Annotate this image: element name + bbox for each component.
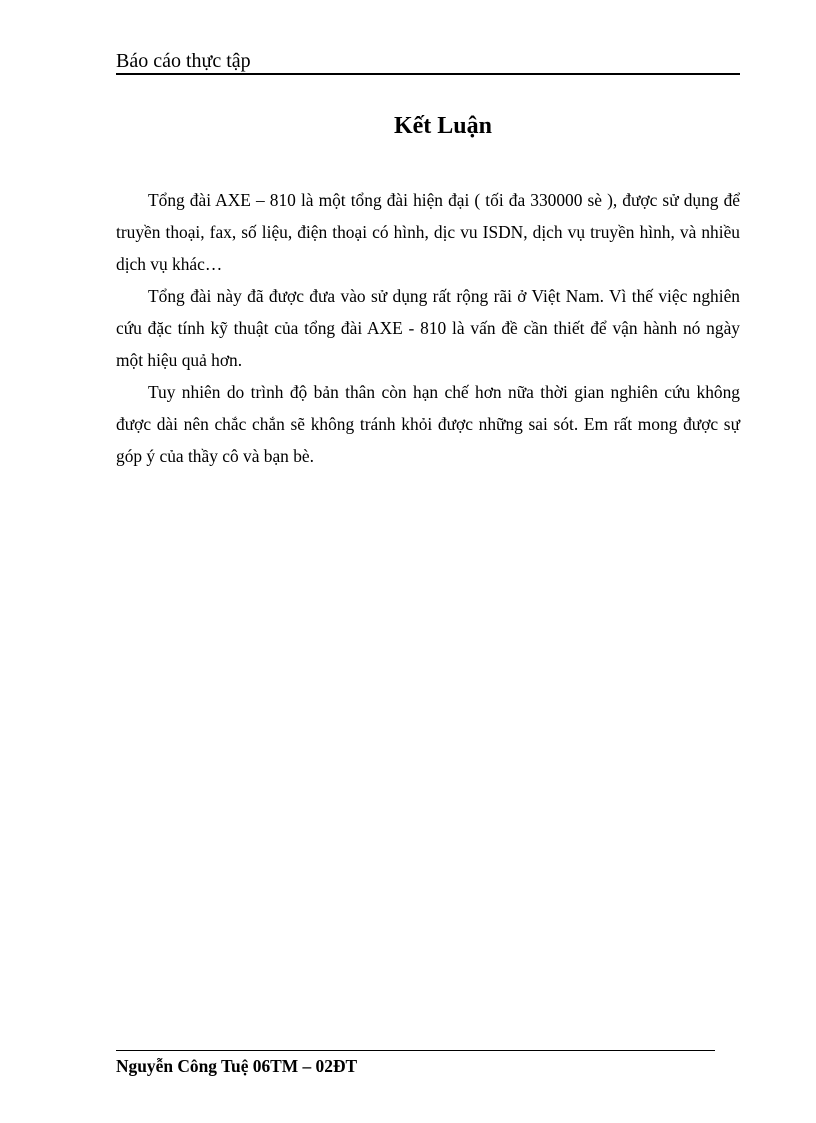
paragraph-2: Tổng đài này đã được đưa vào sử dụng rất rộng rãi ở Việt Nam. Vì thế việc nghiên cứu đặc tính kỹ thuật của tổng đài AXE - 810 là vấn đề cần thiết để vận hành nó ngày một hiệu quả hơn. (116, 286, 740, 370)
document-body (116, 184, 740, 472)
page-footer: Nguyễn Công Tuệ 06TM – 02ĐT (116, 1056, 358, 1076)
paragraph-3: Tuy nhiên do trình độ bản thân còn hạn chế hơn nữa thời gian nghiên cứu không được dài nên chắc chắn sẽ không tránh khỏi được những sai sót. Em rất mong được sự góp ý của thầy cô và bạn bè. (116, 382, 740, 466)
page-title: Kết Luận (393, 113, 492, 139)
header-divider (116, 73, 740, 75)
footer-divider (116, 1050, 715, 1051)
page-header: Báo cáo thực tập (116, 50, 251, 72)
paragraph-1: Tổng đài AXE – 810 là một tổng đài hiện đại ( tối đa 330000 sè ), được sử dụng để truyền thoại, fax, số liệu, điện thoại có hình, dịc vu ISDN, dịch vụ truyền hình, và nhiều dịch vụ khác… (116, 190, 740, 274)
